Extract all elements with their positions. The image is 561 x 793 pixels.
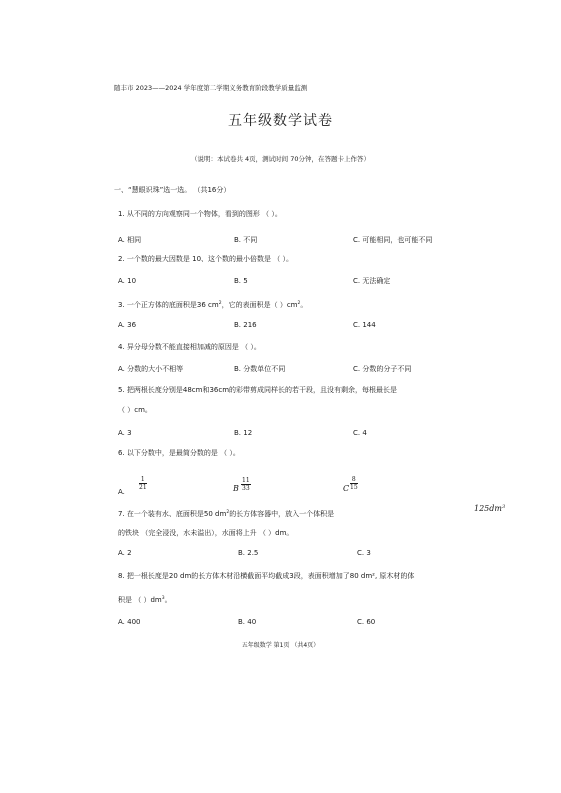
section-heading: 一、“慧眼识珠”选一选。 （共16分） — [114, 186, 231, 194]
question-7-option-b: B. 2.5 — [238, 549, 259, 557]
question-5-option-c: C. 4 — [353, 429, 367, 437]
question-3-option-a: A. 36 — [118, 321, 137, 329]
question-8-option-b: B. 40 — [238, 618, 257, 626]
question-1-option-a: A. 相同 — [118, 236, 142, 244]
question-5-option-a: A. 3 — [118, 429, 132, 437]
page-title: 五年级数学试卷 — [228, 113, 333, 129]
question-2-option-c: C. 无法确定 — [353, 277, 391, 285]
question-6-stem: 6. 以下分数中，是最简分数的是 （ ）。 — [118, 449, 240, 457]
question-7-option-a: A. 2 — [118, 549, 132, 557]
question-4-option-c: C. 分数的分子不同 — [353, 365, 412, 373]
question-6-option-c-fraction: $\frac{8}{15}$ — [350, 476, 358, 491]
question-7-stem-line1: 7. 在一个装有水、底面积是50 $dm^2$的长方体容器中，放入一个体积是 — [118, 510, 335, 518]
question-5-stem-line2: （ ）cm。 — [118, 406, 152, 414]
question-6-option-c-label: C — [343, 484, 350, 493]
question-6-option-b-label: B — [233, 484, 239, 493]
question-5-option-b: B. 12 — [234, 429, 253, 437]
question-8-stem-line2: 积是 （ ）$dm^3$。 — [118, 596, 172, 604]
question-1-option-c: C. 可能相同，也可能不同 — [353, 236, 433, 244]
question-4-option-b: B. 分数单位不同 — [234, 365, 286, 373]
question-3-option-b: B. 216 — [234, 321, 257, 329]
question-7-option-c: C. 3 — [357, 549, 371, 557]
question-7-volume-value: $125dm^3$ — [474, 504, 506, 513]
question-2-option-b: B. 5 — [234, 277, 248, 285]
question-8-option-c: C. 60 — [357, 618, 376, 626]
question-1-option-b: B. 不同 — [234, 236, 258, 244]
question-3-option-c: C. 144 — [353, 321, 376, 329]
exam-instructions: （说明：本试卷共 4页，测试时间 70分钟，在答题卡上作答） — [190, 155, 371, 163]
question-4-stem: 4. 异分母分数不能直接相加减的原因是 （ ）。 — [118, 343, 261, 351]
question-2-option-a: A. 10 — [118, 277, 137, 285]
question-7-stem-line2: 的铁块 （完全浸没，水未溢出），水面将上升 （ ）dm。 — [118, 529, 294, 537]
question-6-option-a-fraction: $\frac{1}{21}$ — [139, 476, 147, 491]
question-3-stem: 3. 一个正方体的底面积是36 $cm^2$，它的表面积是（ ）$cm^2$。 — [118, 301, 308, 309]
question-6-option-b-fraction: $\frac{11}{33}$ — [242, 477, 250, 492]
question-8-option-a: A. 400 — [118, 618, 141, 626]
question-2-stem: 2. 一个数的最大因数是 10、这个数的最小倍数是 （ ）。 — [118, 255, 293, 263]
exam-header: 随丰市 2023——2024 学年度第二学期义务教育阶段教学质量监测 — [114, 84, 308, 92]
question-1-stem: 1. 从不同的方向观察同一个物体，看到的图形 （ ）。 — [118, 210, 282, 218]
question-6-option-a-label: A. — [118, 488, 125, 496]
page-footer: 五年级数学 第1页 （共4页） — [241, 642, 320, 649]
question-4-option-a: A. 分数的大小不相等 — [118, 365, 184, 373]
question-8-stem-line1: 8. 把一根长度是20 dm的长方体木材沿横截面平均截成3段，表面积增加了80 dm², 原木材的体 — [118, 572, 415, 580]
question-5-stem-line1: 5. 把两根长度分别是48cm和36cm的彩带剪成同样长的若干段，且没有剩余，每根最长是 — [118, 386, 398, 394]
